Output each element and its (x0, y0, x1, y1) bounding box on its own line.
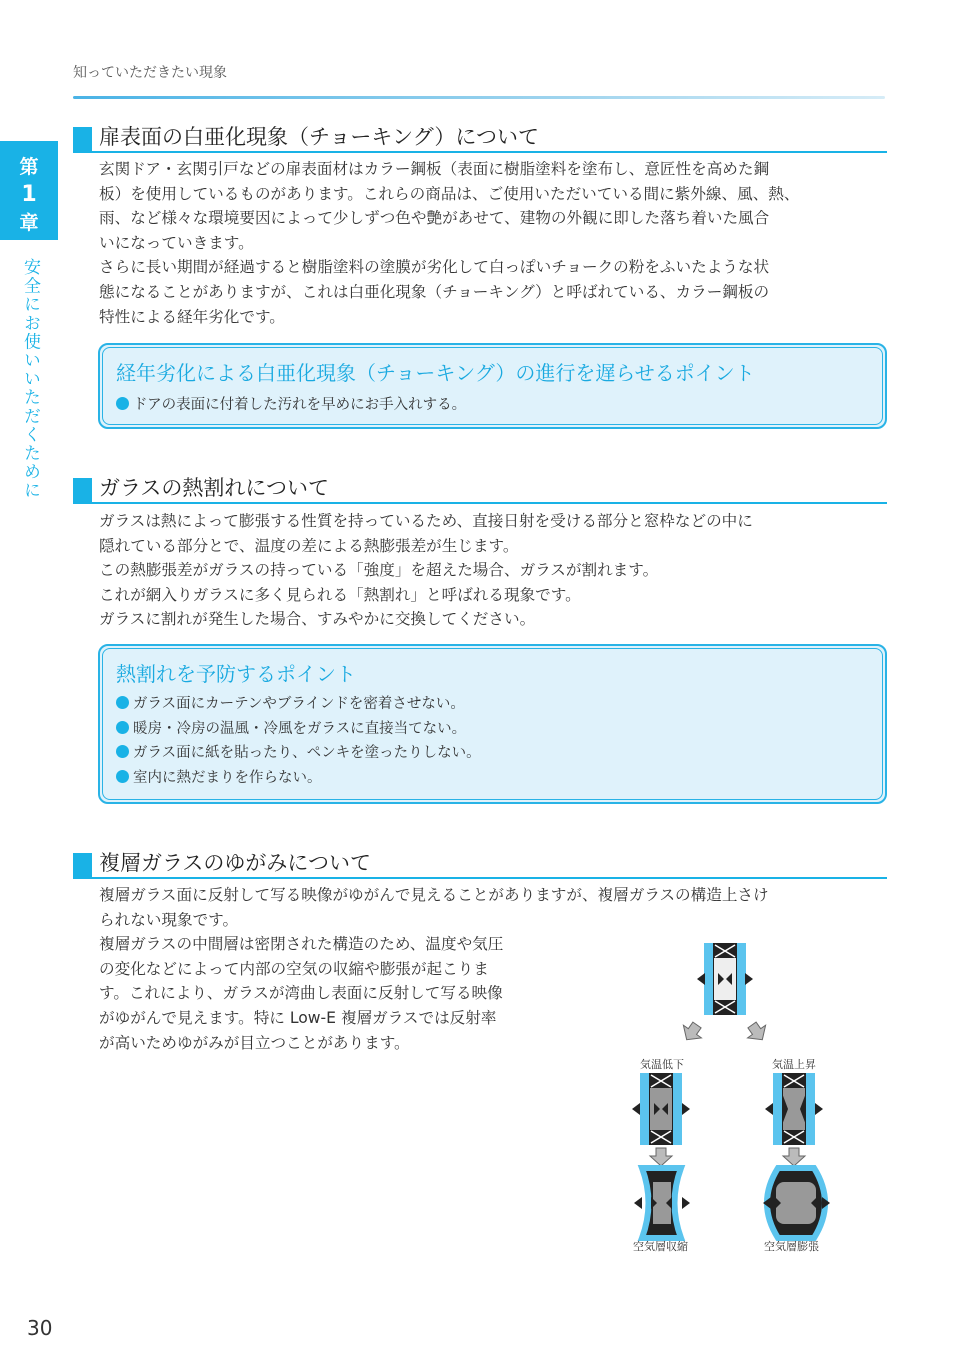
text-line: この熱膨張差がガラスの持っている「強度」を超えた場合、ガラスが割れます。 (99, 561, 659, 580)
text-line: られない現象です。 (99, 910, 239, 929)
text-line: がゆがんで見えます。特に Low-E 複層ガラスでは反射率 (99, 1008, 497, 1027)
point-item: ガラス面にカーテンやブラインドを密着させない。 (116, 692, 481, 717)
text-line: 複層ガラスの中間層は密閉された構造のため、温度や気圧 (99, 935, 504, 954)
text-line: 雨、など様々な環境要因によって少しずつ色や艶があせて、建物の外観に即した落ち着いた風合 (99, 209, 770, 228)
arrow-down-cold (650, 1148, 672, 1166)
chapter-prefix: 第 (19, 156, 39, 178)
point-title: 経年劣化による白亜化現象（チョーキング）の進行を遅らせるポイント (116, 361, 755, 385)
text-line: す。これにより、ガラスが湾曲し表面に反射して写る映像 (99, 984, 503, 1003)
text-line: ガラスは熱によって膨張する性質を持っているため、直接日射を受ける部分と窓枠などの中に (99, 512, 753, 530)
text-line: 態になることがありますが、これは白亜化現象（チョーキング）と呼ばれている、カラー鋼板の (99, 282, 770, 301)
point-item: 室内に熱だまりを作らない。 (116, 766, 481, 791)
text-line: 特性による経年劣化です。 (99, 307, 285, 326)
text-line: の変化などによって内部の空気の収縮や膨張が起こりま (99, 959, 489, 978)
arrow-to-cold (678, 1019, 706, 1046)
glass-unit-expanded (763, 1168, 830, 1238)
point-item: 暖房・冷房の温風・冷風をガラスに直接当てない。 (116, 717, 481, 742)
label-contract: 空気層収縮 (633, 1240, 688, 1253)
text-line: これが網入りガラスに多く見られる「熱割れ」と呼ばれる現象です。 (99, 585, 581, 604)
text-line: いになっていきます。 (99, 233, 254, 252)
chapter-number: 1 (21, 182, 37, 207)
text-line: 玄関ドア・玄関引戸などの扉表面材はカラー鋼板（表面に樹脂塗料を塗布し、意匠性を高めた鋼 (99, 160, 770, 178)
point-item: ガラス面に紙を貼ったり、ペンキを塗ったりしない。 (116, 741, 481, 766)
label-expand: 空気層膨張 (764, 1240, 819, 1253)
glass-unit-contracted (634, 1168, 690, 1238)
label-temp-up: 気温上昇 (772, 1058, 816, 1071)
glass-unit-normal (697, 943, 753, 1015)
chapter-suffix: 章 (19, 212, 39, 234)
text-line: ガラスに割れが発生した場合、すみやかに交換してください。 (99, 610, 536, 629)
heading-text: 扉表面の白亜化現象（チョーキング）について (99, 125, 539, 149)
chapter-title: 安全にお使いいただくために (20, 258, 40, 500)
label-temp-down: 気温低下 (640, 1058, 684, 1071)
heading-text: 複層ガラスのゆがみについて (99, 851, 371, 875)
text-line: 板）を使用しているものがあります。これらの商品は、ご使用いただいている間に紫外線、風、熱、 (99, 184, 800, 203)
heading-text: ガラスの熱割れについて (99, 476, 329, 500)
point-title: 熱割れを予防するポイント (116, 662, 356, 686)
text-line: が高いためゆがみが目立つことがあります。 (99, 1033, 410, 1052)
text-line: さらに長い期間が経過すると樹脂塗料の塗膜が劣化して白っぽいチョークの粉をふいたような状 (99, 258, 770, 277)
point-item: ドアの表面に付着した汚れを早めにお手入れする。 (116, 393, 466, 418)
text-line: 隠れている部分とで、温度の差による熱膨張差が生じます。 (99, 536, 519, 555)
glass-unit-hot (765, 1073, 823, 1145)
arrow-to-hot (743, 1019, 771, 1046)
page-number: 30 (27, 1316, 53, 1340)
glass-unit-cold (632, 1073, 690, 1145)
arrow-down-hot (783, 1148, 805, 1166)
running-title: 知っていただきたい現象 (73, 65, 227, 81)
text-line: 複層ガラス面に反射して写る映像がゆがんで見えることがありますが、複層ガラスの構造上さけ (99, 886, 769, 904)
